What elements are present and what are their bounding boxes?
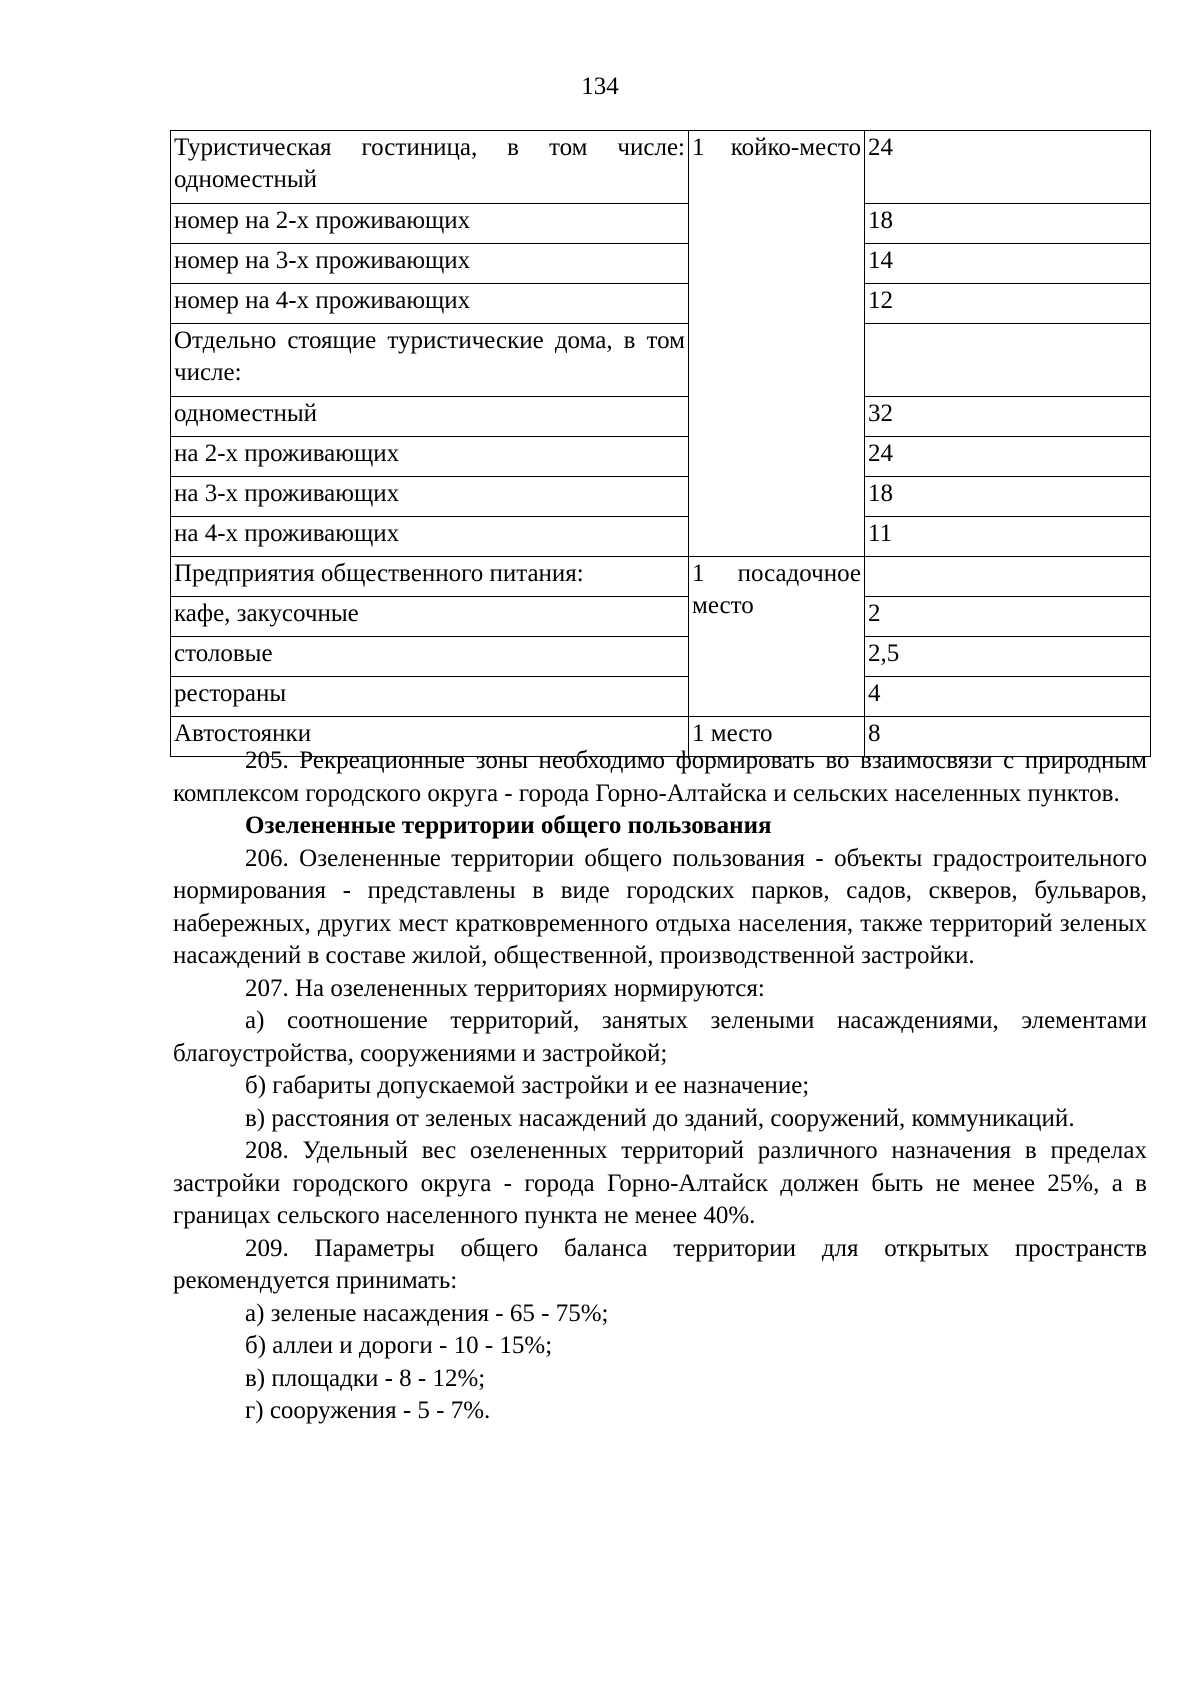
table-cell-name: Автостоянки [171,717,689,757]
table-cell-value: 12 [865,284,1151,324]
paragraph-209-c: в) площадки - 8 - 12%; [245,1364,486,1392]
paragraph-208: 208. Удельный вес озелененных территорий различного назначения в пределах застройки городского округа - города Горно-Алтайск должен быть не менее 25%, а в границах сельского населенного пункта не менее 40%. [173,1137,1147,1229]
paragraph-207-b: б) габариты допускаемой застройки и ее назначение; [245,1072,810,1099]
norms-table [170,130,1151,757]
table-cell-value: 14 [865,244,1151,284]
table-cell-name: номер на 3-х проживающих [171,244,689,284]
table-cell-name: столовые [171,637,689,677]
table-cell-value [865,324,1151,397]
table-row [171,204,1151,244]
table-row [171,637,1151,677]
table-row [171,677,1151,717]
table-cell-name: Отдельно стоящие туристические дома, в том числе: [171,324,689,397]
paragraph-207-a: а) соотношение территорий, занятых зелеными насаждениями, элементами благоустройства, сооружениями и застройкой; [173,1007,1147,1067]
table-row [171,397,1151,437]
paragraph-207-c: в) расстояния от зеленых насаждений до зданий, сооружений, коммуникаций. [245,1104,1075,1132]
table-cell-value: 2,5 [865,637,1151,677]
table-cell-unit-parking: 1 место [689,717,865,757]
table-cell-name: кафе, закусочные [171,597,689,637]
table-row [171,244,1151,284]
table-cell-name: Туристическая гостиница, в том числе: одноместный [171,131,689,204]
table-cell-name: на 4-х проживающих [171,517,689,557]
table-row [171,477,1151,517]
paragraph-209-b: б) аллеи и дороги - 10 - 15%; [245,1332,553,1359]
table-cell-name: одноместный [171,397,689,437]
table-cell-name: рестораны [171,677,689,717]
page-number: 134 [581,73,619,100]
table-cell-name: на 2-х проживающих [171,437,689,477]
paragraph-209-d: г) сооружения - 5 - 7%. [245,1397,491,1424]
table-cell-name: номер на 2-х проживающих [171,204,689,244]
table-row [171,557,1151,597]
table-cell-value: 8 [865,717,1151,757]
table-cell-value: 4 [865,677,1151,717]
table-row [171,597,1151,637]
table-cell-value: 11 [865,517,1151,557]
table-cell-name: номер на 4-х проживающих [171,284,689,324]
paragraph-205: 205. Рекреационные зоны необходимо формировать во взаимосвязи с природным комплексом городского округа - города Горно-Алтайска и сельских населенных пунктов. [173,747,1147,807]
table-cell-value: 24 [865,131,1151,204]
table-cell-name: Предприятия общественного питания: [171,557,689,597]
table-row [171,131,1151,204]
table-cell-unit-hotel: 1 койко-место [689,131,865,557]
table-row [171,284,1151,324]
table-row [171,517,1151,557]
body-text [173,745,1147,1428]
table-cell-value: 18 [865,477,1151,517]
paragraph-209: 209. Параметры общего баланса территории для открытых пространств рекомендуется принимать: [173,1234,1147,1294]
table-cell-value: 18 [865,204,1151,244]
table-cell-name: на 3-х проживающих [171,477,689,517]
table-cell-unit-food: 1 посадочное место [689,557,865,717]
table-row [171,324,1151,397]
table-cell-value [865,557,1151,597]
paragraph-209-a: а) зеленые насаждения - 65 - 75%; [245,1299,609,1327]
table-cell-value: 24 [865,437,1151,477]
section-heading: Озелененные территории общего пользования [245,812,772,839]
paragraph-206: 206. Озелененные территории общего пользования - объекты градостроительного нормирования - представлены в виде городских парков, садов, скверов, бульваров, набережных, других мест кратковременного отдыха населения, также территорий зеленых насаждений в составе жилой, общественной, производственной застройки. [173,844,1147,969]
table-cell-value: 2 [865,597,1151,637]
table-cell-value: 32 [865,397,1151,437]
paragraph-207: 207. На озелененных территориях нормируются: [245,974,765,1002]
table-row [171,437,1151,477]
